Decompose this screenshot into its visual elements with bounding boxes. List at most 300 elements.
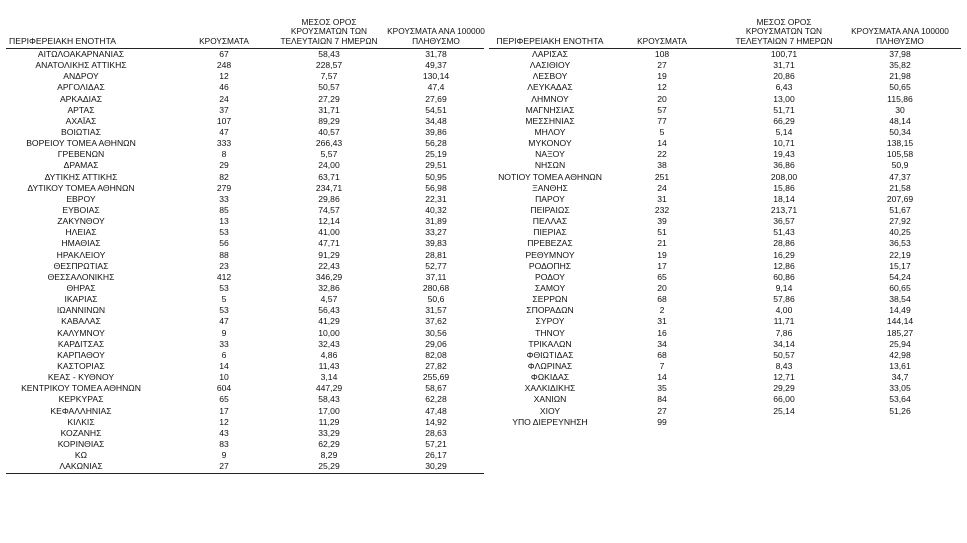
avg7-cell: 28,86 <box>773 238 795 249</box>
avg7-cell: 4,86 <box>320 349 338 360</box>
avg7-cell: 74,57 <box>318 204 340 215</box>
per100k-cell: 39,83 <box>425 238 447 249</box>
avg7-cell: 447,29 <box>315 383 343 394</box>
cases-cell: 14 <box>657 372 667 383</box>
per100k-cell: 40,25 <box>889 227 911 238</box>
region-cell: ΗΛΕΙΑΣ <box>65 227 97 238</box>
table-row <box>489 361 961 372</box>
region-cell: ΥΠΟ ΔΙΕΡΕΥΝΗΣΗ <box>512 416 588 427</box>
region-cell: ΘΕΣΠΡΩΤΙΑΣ <box>53 260 109 271</box>
table-row <box>6 116 484 127</box>
table-row <box>6 439 484 450</box>
avg7-cell: 11,29 <box>318 416 340 427</box>
per100k-cell: 27,92 <box>889 216 911 227</box>
cases-cell: 88 <box>219 249 229 260</box>
avg7-cell: 8,43 <box>775 360 793 371</box>
cases-cell: 33 <box>219 338 229 349</box>
per100k-cell: 29,51 <box>425 160 447 171</box>
per100k-cell: 30,29 <box>425 461 447 472</box>
region-cell: ΣΕΡΡΩΝ <box>532 294 568 305</box>
cases-cell: 8 <box>221 149 227 160</box>
per100k-cell: 33,05 <box>889 383 911 394</box>
avg7-cell: 266,43 <box>315 138 343 149</box>
left-table <box>6 0 484 472</box>
avg7-cell: 5,14 <box>775 126 793 137</box>
region-cell: ΑΧΑΪΑΣ <box>65 115 97 126</box>
region-cell: ΙΩΑΝΝΙΝΩΝ <box>56 305 106 316</box>
table-row <box>489 250 961 261</box>
cases-cell: 12 <box>657 82 667 93</box>
per100k-cell: 22,19 <box>889 249 911 260</box>
cases-cell: 17 <box>657 260 667 271</box>
cases-cell: 46 <box>219 82 229 93</box>
avg7-cell: 41,00 <box>318 227 340 238</box>
cases-cell: 57 <box>657 104 667 115</box>
per100k-cell: 280,68 <box>422 282 450 293</box>
region-cell: ΣΑΜΟΥ <box>534 282 566 293</box>
table-row <box>489 328 961 339</box>
avg7-cell: 19,43 <box>773 149 795 160</box>
table-row <box>489 272 961 283</box>
per100k-cell: 30 <box>895 104 905 115</box>
per100k-cell: 60,65 <box>889 282 911 293</box>
header-per100k-line1: ΚΡΟΥΣΜΑΤΑ ΑΝΑ 100000 <box>387 26 485 36</box>
header-cases: ΚΡΟΥΣΜΑΤΑ <box>637 35 687 46</box>
avg7-cell: 66,00 <box>773 394 795 405</box>
per100k-cell: 39,86 <box>425 126 447 137</box>
per100k-cell: 34,7 <box>891 372 909 383</box>
avg7-cell: 22,43 <box>318 260 340 271</box>
per100k-cell: 31,57 <box>425 305 447 316</box>
region-cell: ΠΙΕΡΙΑΣ <box>533 227 567 238</box>
region-cell: ΘΕΣΣΑΛΟΝΙΚΗΣ <box>47 271 115 282</box>
avg7-cell: 29,86 <box>318 193 340 204</box>
cases-cell: 107 <box>216 115 232 126</box>
per100k-cell: 50,65 <box>889 82 911 93</box>
per100k-cell: 58,67 <box>425 383 447 394</box>
per100k-cell: 255,69 <box>422 372 450 383</box>
region-cell: ΡΟΔΟΥ <box>535 271 565 282</box>
region-cell: ΖΑΚΥΝΘΟΥ <box>57 216 105 227</box>
cases-cell: 232 <box>654 204 670 215</box>
table-row <box>489 82 961 93</box>
table-row <box>489 406 961 417</box>
region-cell: ΗΡΑΚΛΕΙΟΥ <box>56 249 106 260</box>
table-row <box>6 383 484 394</box>
region-cell: ΚΕΡΚΥΡΑΣ <box>58 394 104 405</box>
table-row <box>6 406 484 417</box>
region-cell: ΚΟΖΑΝΗΣ <box>60 427 102 438</box>
per100k-cell: 207,69 <box>886 193 914 204</box>
region-cell: ΛΗΜΝΟΥ <box>531 93 569 104</box>
left-table-body <box>6 49 484 472</box>
per100k-cell: 47,48 <box>425 405 447 416</box>
table-row <box>489 105 961 116</box>
table-row <box>489 283 961 294</box>
right-table-header <box>489 0 961 49</box>
region-cell: ΛΑΚΩΝΙΑΣ <box>59 461 103 472</box>
cases-cell: 65 <box>219 394 229 405</box>
table-row <box>6 294 484 305</box>
cases-cell: 43 <box>219 427 229 438</box>
table-row <box>6 283 484 294</box>
avg7-cell: 32,86 <box>318 282 340 293</box>
avg7-cell: 7,57 <box>320 71 338 82</box>
avg7-cell: 50,57 <box>773 349 795 360</box>
cases-cell: 14 <box>219 360 229 371</box>
cases-cell: 27 <box>657 60 667 71</box>
region-cell: ΑΡΤΑΣ <box>67 104 95 115</box>
header-avg7-line3: ΤΕΛΕΥΤΑΙΩΝ 7 ΗΜΕΡΩΝ <box>280 35 378 46</box>
per100k-cell: 54,51 <box>425 104 447 115</box>
per100k-cell: 138,15 <box>886 138 914 149</box>
region-cell: ΚΕΦΑΛΛΗΝΙΑΣ <box>50 405 112 416</box>
region-cell: ΚΑΛΥΜΝΟΥ <box>57 327 105 338</box>
per100k-cell: 26,17 <box>425 450 447 461</box>
table-row <box>6 172 484 183</box>
cases-cell: 24 <box>219 93 229 104</box>
avg7-cell: 31,71 <box>318 104 340 115</box>
header-per100k-line2: ΠΛΗΘΥΣΜΟ <box>412 35 460 46</box>
table-row <box>6 305 484 316</box>
table-row <box>489 60 961 71</box>
right-table-body <box>489 49 961 428</box>
avg7-cell: 4,57 <box>320 294 338 305</box>
region-cell: ΚΟΡΙΝΘΙΑΣ <box>57 438 105 449</box>
table-row <box>489 305 961 316</box>
per100k-cell: 115,86 <box>887 93 913 104</box>
per100k-cell: 14,92 <box>425 416 447 427</box>
cases-cell: 27 <box>657 405 667 416</box>
avg7-cell: 3,14 <box>320 372 338 383</box>
per100k-cell: 31,78 <box>425 49 447 59</box>
avg7-cell: 234,71 <box>315 182 343 193</box>
cases-cell: 6 <box>221 349 227 360</box>
header-avg7-line3: ΤΕΛΕΥΤΑΙΩΝ 7 ΗΜΕΡΩΝ <box>735 35 833 46</box>
region-cell: ΜΑΓΝΗΣΙΑΣ <box>525 104 575 115</box>
region-cell: ΛΑΡΙΣΑΣ <box>532 49 568 59</box>
table-row <box>6 428 484 439</box>
avg7-cell: 7,86 <box>775 327 793 338</box>
table-row <box>6 227 484 238</box>
region-cell: ΚΑΡΔΙΤΣΑΣ <box>57 338 105 349</box>
per100k-cell: 13,61 <box>889 360 911 371</box>
region-cell: ΧΑΝΙΩΝ <box>533 394 567 405</box>
header-per100k <box>384 27 488 46</box>
table-row <box>6 272 484 283</box>
per100k-cell: 21,98 <box>889 71 911 82</box>
cases-cell: 5 <box>221 294 227 305</box>
cases-cell: 47 <box>219 316 229 327</box>
avg7-cell: 33,29 <box>318 427 340 438</box>
region-cell: ΝΑΞΟΥ <box>535 149 565 160</box>
cases-cell: 99 <box>657 416 667 427</box>
avg7-cell: 16,29 <box>773 249 795 260</box>
per100k-cell: 37,62 <box>425 316 447 327</box>
cases-cell: 39 <box>657 216 667 227</box>
region-cell: ΛΕΣΒΟΥ <box>532 71 568 82</box>
cases-cell: 412 <box>216 271 232 282</box>
avg7-cell: 34,14 <box>773 338 795 349</box>
cases-cell: 47 <box>219 126 229 137</box>
per100k-cell: 50,95 <box>425 171 447 182</box>
table-row <box>6 194 484 205</box>
cases-cell: 279 <box>216 182 232 193</box>
per100k-cell: 37,98 <box>889 49 911 59</box>
table-row <box>489 138 961 149</box>
region-cell: ΝΗΣΩΝ <box>534 160 566 171</box>
left-table-bottom-rule <box>6 473 484 474</box>
per100k-cell: 50,6 <box>427 294 445 305</box>
header-per100k-line1: ΚΡΟΥΣΜΑΤΑ ΑΝΑ 100000 <box>851 26 949 36</box>
table-row <box>6 461 484 472</box>
table-row <box>489 172 961 183</box>
table-row <box>489 116 961 127</box>
avg7-cell: 32,43 <box>318 338 340 349</box>
region-cell: ΦΩΚΙΔΑΣ <box>530 372 570 383</box>
region-cell: ΧΙΟΥ <box>539 405 561 416</box>
region-cell: ΦΛΩΡΙΝΑΣ <box>527 360 573 371</box>
avg7-cell: 51,43 <box>773 227 795 238</box>
cases-cell: 77 <box>657 115 667 126</box>
per100k-cell: 130,14 <box>422 71 450 82</box>
avg7-cell: 15,86 <box>773 182 795 193</box>
table-row <box>489 127 961 138</box>
region-cell: ΝΟΤΙΟΥ ΤΟΜΕΑ ΑΘΗΝΩΝ <box>498 171 602 182</box>
avg7-cell: 6,43 <box>775 82 793 93</box>
cases-cell: 24 <box>657 182 667 193</box>
table-row <box>489 339 961 350</box>
table-row <box>6 183 484 194</box>
cases-cell: 13 <box>219 216 229 227</box>
per100k-cell: 21,58 <box>889 182 911 193</box>
cases-cell: 83 <box>219 438 229 449</box>
region-cell: ΜΗΛΟΥ <box>534 126 566 137</box>
region-cell: ΑΡΓΟΛΙΔΑΣ <box>57 82 105 93</box>
per100k-cell: 38,54 <box>889 294 911 305</box>
avg7-cell: 62,29 <box>318 438 340 449</box>
avg7-cell: 4,00 <box>775 305 793 316</box>
table-row <box>489 94 961 105</box>
avg7-cell: 8,29 <box>320 450 338 461</box>
header-per100k-line2: ΠΛΗΘΥΣΜΟ <box>876 35 924 46</box>
avg7-cell: 66,29 <box>773 115 795 126</box>
region-cell: ΚΑΣΤΟΡΙΑΣ <box>57 360 105 371</box>
header-per100k <box>846 27 954 46</box>
cases-cell: 7 <box>659 360 665 371</box>
table-row <box>6 160 484 171</box>
avg7-cell: 40,57 <box>318 126 340 137</box>
avg7-cell: 29,29 <box>773 383 795 394</box>
per100k-cell: 47,37 <box>889 171 911 182</box>
per100k-cell: 25,94 <box>889 338 911 349</box>
avg7-cell: 12,71 <box>773 372 795 383</box>
table-row <box>489 160 961 171</box>
cases-cell: 108 <box>654 49 670 59</box>
per100k-cell: 56,28 <box>425 138 447 149</box>
avg7-cell: 18,14 <box>773 193 795 204</box>
per100k-cell: 49,37 <box>425 60 447 71</box>
cases-cell: 12 <box>219 416 229 427</box>
region-cell: ΚΩ <box>74 450 88 461</box>
region-cell: ΛΑΣΙΘΙΟΥ <box>529 60 571 71</box>
table-row <box>6 328 484 339</box>
per100k-cell: 62,28 <box>425 394 447 405</box>
table-row <box>489 372 961 383</box>
table-row <box>6 417 484 428</box>
per100k-cell: 50,9 <box>891 160 909 171</box>
right-table <box>489 0 961 428</box>
header-avg7 <box>722 18 846 47</box>
cases-cell: 604 <box>216 383 232 394</box>
avg7-cell: 208,00 <box>770 171 798 182</box>
cases-cell: 27 <box>219 461 229 472</box>
avg7-cell: 11,71 <box>773 316 795 327</box>
table-row <box>489 294 961 305</box>
avg7-cell: 50,57 <box>318 82 340 93</box>
per100k-cell: 22,31 <box>425 193 447 204</box>
table-row <box>6 372 484 383</box>
cases-cell: 5 <box>659 126 665 137</box>
table-row <box>489 261 961 272</box>
table-row <box>489 417 961 428</box>
per100k-cell: 105,58 <box>886 149 914 160</box>
per100k-cell: 14,49 <box>889 305 911 316</box>
table-row <box>489 149 961 160</box>
cases-cell: 33 <box>219 193 229 204</box>
region-cell: ΓΡΕΒΕΝΩΝ <box>57 149 105 160</box>
avg7-cell: 100,71 <box>770 49 798 59</box>
region-cell: ΗΜΑΘΙΑΣ <box>61 238 101 249</box>
avg7-cell: 10,00 <box>318 327 340 338</box>
table-row <box>489 205 961 216</box>
region-cell: ΔΡΑΜΑΣ <box>63 160 99 171</box>
table-row <box>489 49 961 60</box>
per100k-cell: 185,27 <box>886 327 914 338</box>
table-row <box>6 316 484 327</box>
cases-cell: 19 <box>657 71 667 82</box>
per100k-cell: 51,26 <box>889 405 911 416</box>
avg7-cell: 10,71 <box>773 138 795 149</box>
per100k-cell: 35,82 <box>889 60 911 71</box>
table-row <box>6 138 484 149</box>
region-cell: ΑΙΤΩΛΟΑΚΑΡΝΑΝΙΑΣ <box>37 49 125 59</box>
header-avg7-line1: ΜΕΣΟΣ ΟΡΟΣ <box>756 16 812 27</box>
avg7-cell: 58,43 <box>318 49 340 59</box>
avg7-cell: 89,29 <box>318 115 340 126</box>
avg7-cell: 17,00 <box>318 405 340 416</box>
region-cell: ΚΕΑΣ - ΚΥΘΝΟΥ <box>47 372 115 383</box>
header-avg7-line2: ΚΡΟΥΣΜΑΤΩΝ ΤΩΝ <box>745 26 823 36</box>
cases-cell: 53 <box>219 305 229 316</box>
avg7-cell: 60,86 <box>773 271 795 282</box>
avg7-cell: 228,57 <box>315 60 343 71</box>
cases-cell: 9 <box>221 327 227 338</box>
cases-cell: 85 <box>219 204 229 215</box>
avg7-cell: 41,29 <box>318 316 340 327</box>
cases-cell: 333 <box>216 138 232 149</box>
avg7-cell: 63,71 <box>318 171 340 182</box>
table-row <box>6 149 484 160</box>
per100k-cell: 36,53 <box>889 238 911 249</box>
cases-cell: 14 <box>657 138 667 149</box>
header-avg7 <box>274 18 384 47</box>
region-cell: ΑΡΚΑΔΙΑΣ <box>59 93 103 104</box>
table-row <box>6 361 484 372</box>
avg7-cell: 51,71 <box>773 104 795 115</box>
cases-cell: 68 <box>657 294 667 305</box>
cases-cell: 84 <box>657 394 667 405</box>
table-row <box>6 238 484 249</box>
region-cell: ΣΥΡΟΥ <box>535 316 565 327</box>
cases-cell: 20 <box>657 282 667 293</box>
per100k-cell: 25,19 <box>425 149 447 160</box>
table-row <box>489 183 961 194</box>
region-cell: ΦΘΙΩΤΙΔΑΣ <box>526 349 574 360</box>
table-row <box>6 261 484 272</box>
region-cell: ΔΥΤΙΚΗΣ ΑΤΤΙΚΗΣ <box>44 171 118 182</box>
region-cell: ΕΥΒΟΙΑΣ <box>62 204 100 215</box>
avg7-cell: 12,14 <box>318 216 340 227</box>
region-cell: ΚΑΒΑΛΑΣ <box>61 316 101 327</box>
avg7-cell: 47,71 <box>318 238 340 249</box>
table-row <box>6 60 484 71</box>
table-row <box>6 250 484 261</box>
per100k-cell: 56,98 <box>425 182 447 193</box>
cases-cell: 31 <box>657 316 667 327</box>
table-row <box>489 71 961 82</box>
cases-cell: 35 <box>657 383 667 394</box>
region-cell: ΧΑΛΚΙΔΙΚΗΣ <box>524 383 576 394</box>
table-row <box>6 94 484 105</box>
cases-cell: 53 <box>219 227 229 238</box>
cases-cell: 251 <box>654 171 670 182</box>
per100k-cell: 28,63 <box>425 427 447 438</box>
table-row <box>489 216 961 227</box>
header-region: ΠΕΡΙΦΕΡΕΙΑΚΗ ΕΝΟΤΗΤΑ <box>496 35 604 46</box>
cases-cell: 34 <box>657 338 667 349</box>
region-cell: ΑΝΔΡΟΥ <box>63 71 99 82</box>
avg7-cell: 36,57 <box>773 216 795 227</box>
cases-cell: 38 <box>657 160 667 171</box>
per100k-cell: 15,17 <box>889 260 911 271</box>
region-cell: ΠΕΙΡΑΙΩΣ <box>530 204 570 215</box>
avg7-cell: 5,57 <box>320 149 338 160</box>
cases-cell: 12 <box>219 71 229 82</box>
per100k-cell: 50,34 <box>889 126 911 137</box>
table-row <box>6 394 484 405</box>
cases-cell: 29 <box>219 160 229 171</box>
region-cell: ΤΗΝΟΥ <box>535 327 565 338</box>
table-row <box>489 194 961 205</box>
table-row <box>6 350 484 361</box>
region-cell: ΠΕΛΛΑΣ <box>532 216 568 227</box>
cases-cell: 2 <box>659 305 665 316</box>
avg7-cell: 9,14 <box>775 282 793 293</box>
cases-cell: 23 <box>219 260 229 271</box>
region-cell: ΡΕΘΥΜΝΟΥ <box>525 249 575 260</box>
avg7-cell: 13,00 <box>773 93 795 104</box>
cases-cell: 9 <box>221 450 227 461</box>
per100k-cell: 27,82 <box>425 360 447 371</box>
region-cell: ΘΗΡΑΣ <box>66 282 96 293</box>
region-cell: ΔΥΤΙΚΟΥ ΤΟΜΕΑ ΑΘΗΝΩΝ <box>27 182 135 193</box>
cases-cell: 10 <box>219 372 229 383</box>
region-cell: ΜΕΣΣΗΝΙΑΣ <box>525 115 575 126</box>
per100k-cell: 37,11 <box>425 271 447 282</box>
region-cell: ΚΕΝΤΡΙΚΟΥ ΤΟΜΕΑ ΑΘΗΝΩΝ <box>21 383 141 394</box>
table-row <box>6 71 484 82</box>
